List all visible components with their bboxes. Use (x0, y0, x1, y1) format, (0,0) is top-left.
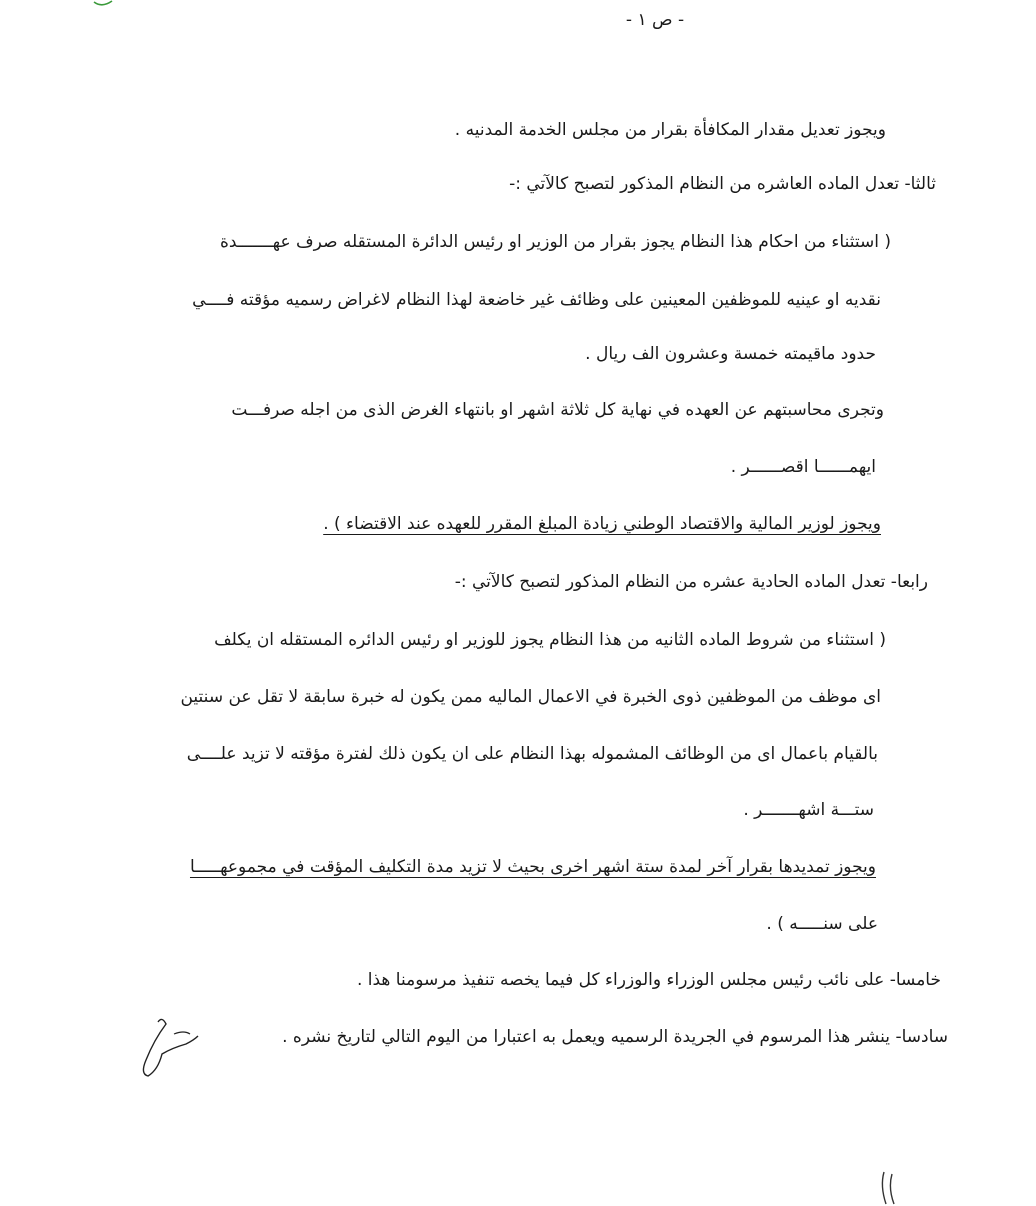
signature-icon (128, 1010, 208, 1090)
section-five-line: خامسا- على نائب رئيس مجلس الوزراء والوزراء كل فيما يخصه تنفيذ مرسومنا هذا . (356, 970, 941, 990)
section-six-line: سادسا- ينشر هذا المرسوم في الجريدة الرسميه ويعمل به اعتبارا من اليوم التالي لتاريخ نشره . (282, 1027, 948, 1047)
paragraph-line-11: اى موظف من الموظفين ذوى الخبرة في الاعمال الماليه ممن يكون له خبرة سابقة لا تقل عن سنتين (180, 687, 881, 707)
paragraph-line-4: نقديه او عينيه للموظفين المعينين على وظائف غير خاضعة لهذا النظام لاغراض رسميه مؤقته فــــي (192, 290, 881, 310)
paragraph-line-10: ( استثناء من شروط الماده الثانيه من هذا النظام يجوز للوزير او رئيس الدائره المستقله ان يكلف (214, 630, 886, 650)
paragraph-line-13: ستـــة اشهـــــــر . (743, 800, 874, 820)
corner-mark-icon (92, 0, 116, 10)
paragraph-line-1: ويجوز تعديل مقدار المكافأة بقرار من مجلس الخدمة المدنيه . (454, 120, 886, 140)
paragraph-line-6: وتجرى محاسبتهم عن العهده في نهاية كل ثلاثة اشهر او بانتهاء الغرض الذى من اجله صرفـــت (231, 400, 884, 420)
paragraph-line-5: حدود ماقيمته خمسة وعشرون الف ريال . (585, 344, 876, 364)
paragraph-line-14: ويجوز تمديدها بقرار آخر لمدة ستة اشهر اخرى بحيث لا تزيد مدة التكليف المؤقت في مجموعهـــــا (189, 857, 876, 877)
section-three-heading: ثالثا- تعدل الماده العاشره من النظام المذكور لتصبح كالآتي :- (509, 174, 936, 194)
page-number: - ص ١ - (625, 10, 685, 30)
section-four-heading: رابعا- تعدل الماده الحادية عشره من النظام المذكور لتصبح كالآتي :- (454, 572, 928, 592)
paragraph-line-12: بالقيام باعمال اى من الوظائف المشموله بهذا النظام على ان يكون ذلك لفترة مؤقته لا تزيد علــــى (186, 744, 878, 764)
paragraph-line-3: ( استثناء من احكام هذا النظام يجوز بقرار من الوزير او رئيس الدائرة المستقله صرف عهـــــــدة (219, 232, 891, 252)
margin-mark-icon (878, 1170, 902, 1206)
paragraph-line-15: على سنـــــه ) . (766, 914, 878, 934)
paragraph-line-8: ويجوز لوزير المالية والاقتصاد الوطني زيادة المبلغ المقرر للعهده عند الاقتضاء ) . (323, 514, 881, 534)
paragraph-line-7: ايهمــــــا اقصــــــر . (730, 457, 876, 477)
